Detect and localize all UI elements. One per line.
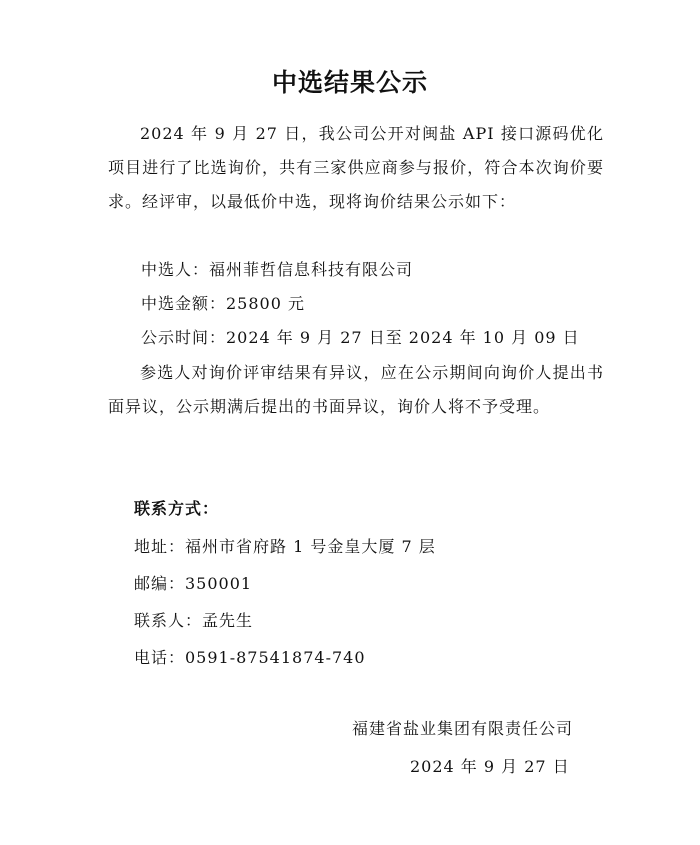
contact-zip: 邮编：350001 — [134, 574, 253, 593]
winner-line: 中选人：福州菲哲信息科技有限公司 — [141, 260, 414, 279]
intro-paragraph: 2024 年 9 月 27 日，我公司公开对闽盐 API 接口源码优化项目进行了比选询价，共有三家供应商参与报价，符合本次询价要求。经评审，以最低价中选，现将询价结果公示如下： — [108, 124, 604, 211]
objection-paragraph: 参选人对询价评审结果有异议，应在公示期间向询价人提出书面异议，公示期满后提出的书面异议，询价人将不予受理。 — [108, 363, 604, 416]
signature-date: 2024 年 9 月 27 日 — [410, 757, 570, 776]
contact-person: 联系人：孟先生 — [134, 611, 254, 630]
page-title: 中选结果公示 — [271, 68, 428, 97]
contact-phone: 电话：0591-87541874-740 — [134, 648, 366, 667]
contact-heading: 联系方式： — [134, 499, 220, 518]
amount-line: 中选金额：25800 元 — [141, 294, 305, 313]
signature-organization: 福建省盐业集团有限责任公司 — [352, 719, 574, 738]
publicity-period-line: 公示时间：2024 年 9 月 27 日至 2024 年 10 月 09 日 — [141, 328, 580, 347]
contact-address: 地址：福州市省府路 1 号金皇大厦 7 层 — [134, 537, 436, 556]
